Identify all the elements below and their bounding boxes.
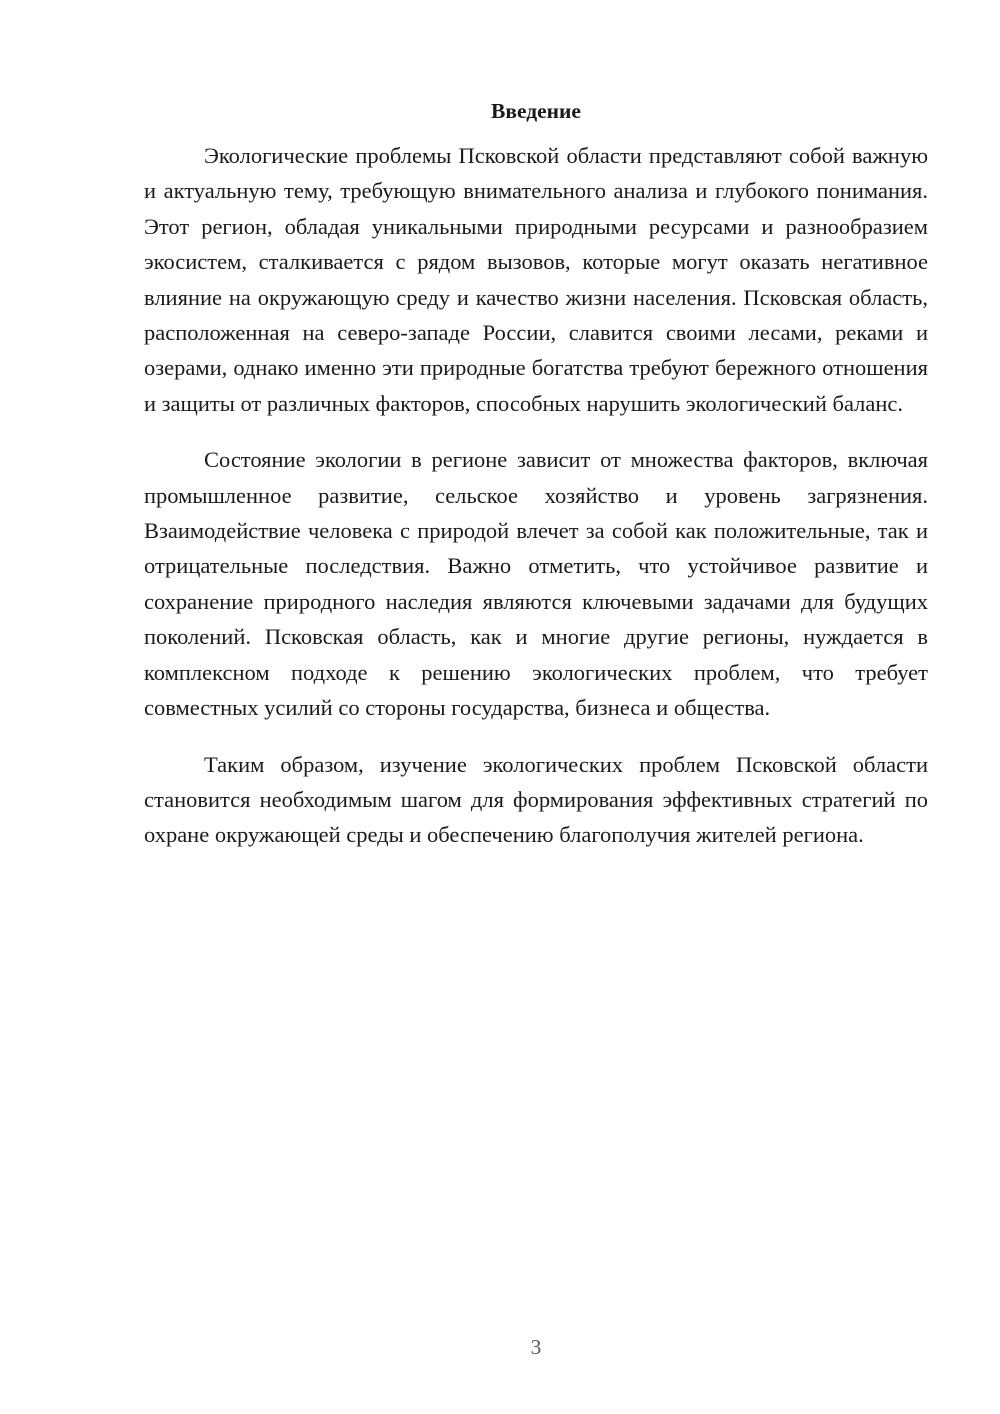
section-heading: Введение	[491, 99, 581, 123]
paragraph-conclusion: Таким образом, изучение экологических проблем Псковской области становится необходимым шагом для формирования эффективных стратегий по охране окружающей среды и обеспечению благополучия жителей региона.	[144, 751, 928, 848]
page-number: 3	[530, 1335, 542, 1359]
paragraph-intro: Экологические проблемы Псковской области представляют собой важную и актуальную тему, требующую внимательного анализа и глубокого понимания. Этот регион, обладая уникальными природными ресурсами и разнообразием экосистем, сталкивается с рядом вызовов, которые могут оказать негативное влияние на окружающую среду и качество жизни населения. Псковская область, расположенная на северо-западе России, славится своими лесами, реками и озерами, однако именно эти природные богатства требуют бережного отношения и защиты от различных факторов, способных нарушить экологический баланс.	[144, 143, 928, 416]
page-content	[144, 96, 928, 874]
paragraph-ecology-state: Состояние экологии в регионе зависит от множества факторов, включая промышленное развитие, сельское хозяйство и уровень загрязнения. Взаимодействие человека с природой влечет за собой как положительные, так и отрицательные последствия. Важно отметить, что устойчивое развитие и сохранение природного наследия являются ключевыми задачами для будущих поколений. Псковская область, как и многие другие регионы, нуждается в комплексном подходе к решению экологических проблем, что требует совместных усилий со стороны государства, бизнеса и общества.	[144, 447, 928, 721]
